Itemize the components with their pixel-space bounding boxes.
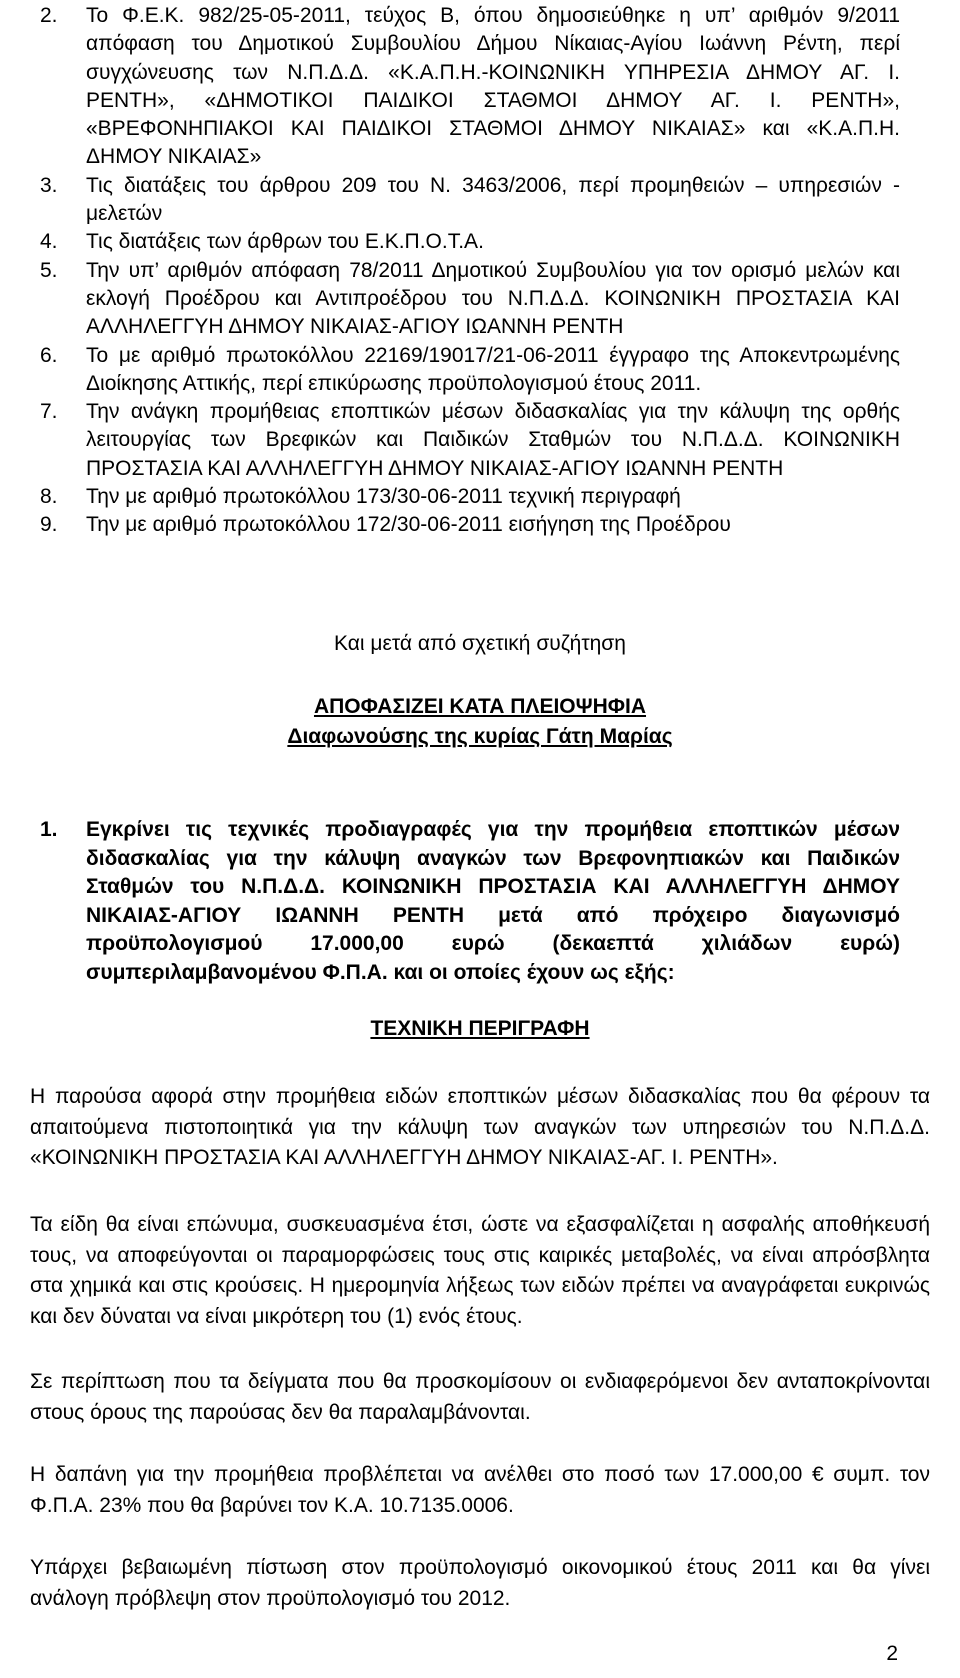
paragraph: Η παρούσα αφορά στην προμήθεια ειδών εποπτικών μέσων διδασκαλίας που θα φέρουν τα απαιτούμενα πιστοποιητικά για την κάλυψη των αναγκών των υπηρεσιών του Ν.Π.Δ.Δ. «ΚΟΙΝΩΝΙΚΗ ΠΡΟΣΤΑΣΙΑ ΚΑΙ ΑΛΛΗΛΕΓΓΥΗ ΔΗΜΟΥ ΝΙΚΑΙΑΣ-ΑΓ. Ι. ΡΕΝΤΗ». (30, 1085, 930, 1170)
item-text: Το με αριθμό πρωτοκόλλου 22169/19017/21-06-2011 έγγραφο της Αποκεντρωμένης Διοίκησης Αττικής, περί επικύρωσης προϋπολογισμού έτους 2011. (86, 343, 900, 395)
item-number: 8. (40, 485, 58, 509)
list-item (40, 511, 900, 539)
paragraph: Υπάρχει βεβαιωμένη πίστωση στον προϋπολογισμό οικονομικού έτους 2011 και θα γίνει ανάλογη πρόβλεψη στον προϋπολογισμό του 2012. (30, 1556, 930, 1610)
item-number: 9. (40, 513, 58, 537)
list-item (40, 483, 900, 511)
numbered-list (40, 2, 900, 540)
list-item (40, 257, 900, 342)
decision-text: Εγκρίνει τις τεχνικές προδιαγραφές για την προμήθεια εποπτικών μέσων διδασκαλίας για την κάλυψη αναγκών των Βρεφονηπιακών και Παιδικών Σταθμών του Ν.Π.Δ.Δ. ΚΟΙΝΩΝΙΚΗ ΠΡΟΣΤΑΣΙΑ ΚΑΙ ΑΛΛΗΛΕΓΓΥΗ ΔΗΜΟΥ ΝΙΚΑΙΑΣ-ΑΓΙΟΥ ΙΩΑΝΝΗ ΡΕΝΤΗ μετά από πρόχειρο διαγωνισμό προϋπολογισμού 17.000,00 ευρώ (δεκαεπτά χιλιάδων ευρώ) συμπεριλαμβανομένου Φ.Π.Α. και οι οποίες έχουν ως εξής: (86, 818, 900, 984)
item-number: 3. (40, 173, 58, 197)
list-item (40, 398, 900, 483)
decision-item (40, 816, 900, 988)
paragraph: Τα είδη θα είναι επώνυμα, συσκευασμένα έτσι, ώστε να εξασφαλίζεται η ασφαλής αποθήκευσή τους, να αποφεύγονται οι παραμορφώσεις τους στις καιρικές μεταβολές, να είναι απρόσβλητα στα χημικά και στις κρούσεις. Η ημερομηνία λήξεως των ειδών πρέπει να αναγράφεται ευκρινώς και δεν δύναται να είναι μικρότερη του (1) ενός έτους. (30, 1213, 930, 1328)
discussion-line: Και μετά από σχετική συζήτηση (334, 632, 626, 655)
decision-title: ΑΠΟΦΑΣΙΖΕΙ ΚΑΤΑ ΠΛΕΙΟΨΗΦΙΑ (313, 695, 647, 718)
item-text: Την με αριθμό πρωτοκόλλου 172/30-06-2011 εισήγηση της Προέδρου (86, 513, 731, 537)
item-number: 7. (40, 400, 58, 424)
decision-subtitle: Διαφωνούσης της κυρίας Γάτη Μαρίας (287, 725, 673, 748)
list-item (40, 228, 900, 256)
list-item (40, 342, 900, 399)
item-text: Τις διατάξεις του άρθρου 209 του Ν. 3463/2006, περί προμηθειών – υπηρεσιών - μελετών (86, 173, 900, 226)
decision-heading (0, 692, 960, 752)
item-number: 5. (40, 258, 58, 282)
list-item (40, 172, 900, 229)
item-text: Το Φ.Ε.Κ. 982/25-05-2011, τεύχος Β, όπου δημοσιεύθηκε η υπ’ αριθμόν 9/2011 απόφαση του Δημοτικού Συμβουλίου Δήμου Νίκαιας-Αγίου Ιωάννη Ρέντη, περί συγχώνευσης των Ν.Π.Δ.Δ. «Κ.Α.Π.Η.-ΚΟΙΝΩΝΙΚΗ ΥΠΗΡΕΣΙΑ ΔΗΜΟΥ ΑΓ. Ι. ΡΕΝΤΗ», «ΔΗΜΟΤΙΚΟΙ ΠΑΙΔΙΚΟΙ ΣΤΑΘΜΟΙ ΔΗΜΟΥ ΑΓ. Ι. ΡΕΝΤΗ», «ΒΡΕΦΟΝΗΠΙΑΚΟΙ ΚΑΙ ΠΑΙΔΙΚΟΙ ΣΤΑΘΜΟΙ ΔΗΜΟΥ ΝΙΚΑΙΑΣ» και «Κ.Α.Π.Η. ΔΗΜΟΥ ΝΙΚΑΙΑΣ» (86, 4, 900, 169)
item-number: 6. (40, 343, 58, 367)
item-text: Την υπ’ αριθμόν απόφαση 78/2011 Δημοτικού Συμβουλίου για τον ορισμό μελών και εκλογή Προέδρου και Αντιπροέδρου του Ν.Π.Δ.Δ. ΚΟΙΝΩΝΙΚΗ ΠΡΟΣΤΑΣΙΑ ΚΑΙ ΑΛΛΗΛΕΓΓΥΗ ΔΗΜΟΥ ΝΙΚΑΙΑΣ-ΑΓΙΟΥ ΙΩΑΝΝΗ ΡΕΝΤΗ (86, 258, 900, 339)
item-text: Την με αριθμό πρωτοκόλλου 173/30-06-2011 τεχνική περιγραφή (86, 485, 681, 509)
list-item (40, 2, 900, 172)
decision-number: 1. (40, 818, 58, 841)
page-number: 2 (886, 1642, 898, 1665)
item-number: 4. (40, 230, 58, 254)
paragraph: Σε περίπτωση που τα δείγματα που θα προσκομίσουν οι ενδιαφερόμενοι δεν ανταποκρίνονται στους όρους της παρούσας δεν θα παραλαμβάνονται. (30, 1370, 930, 1424)
item-text: Τις διατάξεις των άρθρων του Ε.Κ.Π.Ο.Τ.Α. (86, 230, 484, 254)
paragraph: Η δαπάνη για την προμήθεια προβλέπεται να ανέλθει στο ποσό των 17.000,00 € συμπ. τον Φ.Π.Α. 23% που θα βαρύνει τον Κ.Α. 10.7135.0006. (30, 1463, 930, 1517)
item-text: Την ανάγκη προμήθειας εποπτικών μέσων διδασκαλίας για την κάλυψη της ορθής λειτουργίας των Βρεφικών και Παιδικών Σταθμών του Ν.Π.Δ.Δ. ΚΟΙΝΩΝΙΚΗ ΠΡΟΣΤΑΣΙΑ ΚΑΙ ΑΛΛΗΛΕΓΓΥΗ ΔΗΜΟΥ ΝΙΚΑΙΑΣ-ΑΓΙΟΥ ΙΩΑΝΝΗ ΡΕΝΤΗ (86, 400, 900, 480)
section-heading: ΤΕΧΝΙΚΗ ΠΕΡΙΓΡΑΦΗ (370, 1017, 590, 1040)
item-number: 2. (40, 4, 58, 27)
